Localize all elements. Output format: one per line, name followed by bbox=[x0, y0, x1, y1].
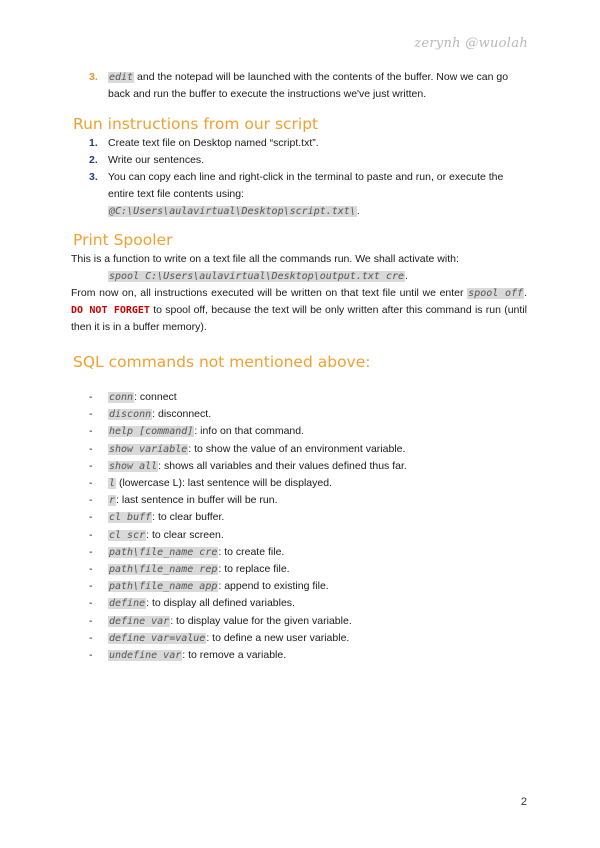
spool-command-line bbox=[73, 268, 527, 285]
run-steps-list bbox=[73, 135, 527, 220]
command-code: undefine var bbox=[109, 650, 182, 662]
list-item bbox=[73, 152, 527, 169]
list-item: - define: to display all defined variables. bbox=[89, 597, 295, 610]
document-body bbox=[73, 69, 527, 664]
command-code: conn bbox=[109, 392, 134, 403]
list-item: - show variable: to show the value of an environment variable. bbox=[89, 442, 406, 455]
list-item: - undefine var: to remove a variable. bbox=[89, 649, 287, 662]
command-desc: : to replace file. bbox=[218, 563, 290, 576]
list-number: 2. bbox=[89, 154, 98, 166]
command-desc: : to define a new user variable. bbox=[206, 631, 350, 644]
list-number: 1. bbox=[89, 137, 98, 149]
watermark: zerynh @wuolah bbox=[414, 36, 528, 51]
intro-list bbox=[73, 69, 527, 103]
sql-commands-list bbox=[73, 389, 527, 664]
list-item: - define var=value: to define a new user variable. bbox=[89, 631, 350, 644]
list-item bbox=[73, 69, 527, 103]
command-code: show variable bbox=[109, 443, 188, 455]
list-item: - path\file_name rep: to replace file. bbox=[89, 563, 290, 576]
section-heading-run: Run instructions from our script bbox=[73, 115, 319, 133]
command-desc: : shows all variables and their values defined thus far. bbox=[158, 459, 407, 472]
warning-text: DO NOT FORGET bbox=[71, 305, 150, 316]
section-heading-sql: SQL commands not mentioned above: bbox=[73, 353, 371, 371]
command-code: define var=value bbox=[109, 632, 206, 644]
command-desc: : to clear screen. bbox=[146, 528, 224, 541]
section-heading-spooler: Print Spooler bbox=[73, 231, 173, 249]
list-text: Write our sentences. bbox=[108, 154, 205, 166]
script-command: @C:\Users\aulavirtual\Desktop\script.txt\ bbox=[109, 206, 356, 217]
command-code: r bbox=[109, 495, 116, 507]
command-code: show all bbox=[109, 460, 158, 472]
list-item: - cl scr: to clear screen. bbox=[89, 528, 224, 541]
command-desc: : info on that command. bbox=[194, 425, 305, 438]
command-code: cl scr bbox=[109, 529, 146, 541]
command-desc: : last sentence in buffer will be run. bbox=[116, 494, 278, 507]
command-desc: : to display all defined variables. bbox=[146, 597, 295, 610]
list-number: 3. bbox=[89, 71, 98, 83]
command-code: define bbox=[109, 598, 146, 610]
command-desc: (lowercase L): last sentence will be displayed. bbox=[116, 477, 332, 490]
list-item: - disconn: disconnect. bbox=[89, 408, 212, 421]
page-number: 2 bbox=[520, 796, 527, 808]
command-desc: : to clear buffer. bbox=[152, 511, 225, 524]
list-text: Create text file on Desktop named “script.txt”. bbox=[108, 137, 319, 149]
command-desc: : to show the value of an environment variable. bbox=[188, 442, 406, 455]
list-item: - show all: shows all variables and their values defined thus far. bbox=[89, 459, 407, 472]
command-desc: : connect bbox=[134, 391, 177, 403]
list-item: - l (lowercase L): last sentence will be displayed. bbox=[89, 477, 332, 490]
list-item: - define var: to display value for the given variable. bbox=[89, 614, 352, 627]
spool-command-suffix: . bbox=[405, 270, 408, 282]
code-snippet: edit bbox=[109, 72, 134, 83]
command-desc: : to remove a variable. bbox=[182, 649, 287, 662]
spooler-text-1: From now on, all instructions executed will be written on that text file until we enter bbox=[71, 287, 468, 299]
spooler-text-3: to spool off, because the text will be only written after this command is run (until then it is in a buffer memory). bbox=[71, 304, 527, 333]
list-text: You can copy each line and right-click in the terminal to paste and run, or execute the entire text file contents using: bbox=[108, 171, 504, 200]
list-item bbox=[73, 135, 527, 152]
spool-off-code: spool off bbox=[468, 288, 524, 299]
list-item: - path\file_name cre: to create file. bbox=[89, 545, 285, 558]
command-code: cl buff bbox=[109, 512, 152, 524]
command-code: disconn bbox=[109, 409, 152, 421]
list-item: - help [command]: info on that command. bbox=[89, 425, 305, 438]
command-code: define var bbox=[109, 615, 170, 627]
command-code: help [command] bbox=[109, 426, 194, 438]
list-item: - cl buff: to clear buffer. bbox=[89, 511, 225, 524]
list-item: - r: last sentence in buffer will be run. bbox=[89, 494, 278, 507]
list-item: - path\file_name app: append to existing file. bbox=[89, 580, 329, 593]
spool-command: spool C:\Users\aulavirtual\Desktop\output.txt cre bbox=[109, 271, 405, 282]
command-desc: : append to existing file. bbox=[218, 580, 329, 593]
spooler-paragraph bbox=[71, 285, 527, 336]
list-item bbox=[73, 169, 527, 220]
command-code: path\file_name cre bbox=[109, 546, 218, 558]
command-desc: : to create file. bbox=[218, 545, 285, 558]
command-desc: : to display value for the given variable. bbox=[170, 614, 352, 627]
script-command-suffix: . bbox=[356, 205, 360, 217]
command-code: path\file_name rep bbox=[109, 564, 218, 576]
spooler-intro: This is a function to write on a text file all the commands run. We shall activate with: bbox=[71, 253, 459, 265]
command-code: l bbox=[109, 478, 116, 490]
command-code: path\file_name app bbox=[109, 581, 218, 593]
list-text: and the notepad will be launched with the contents of the buffer. Now we can go back and run the buffer to execute the instructions we've just written. bbox=[108, 71, 509, 100]
command-desc: : disconnect. bbox=[152, 408, 212, 421]
list-number: 3. bbox=[89, 171, 98, 183]
list-item: - conn: connect bbox=[89, 391, 177, 403]
spooler-text-2: . bbox=[524, 287, 528, 299]
